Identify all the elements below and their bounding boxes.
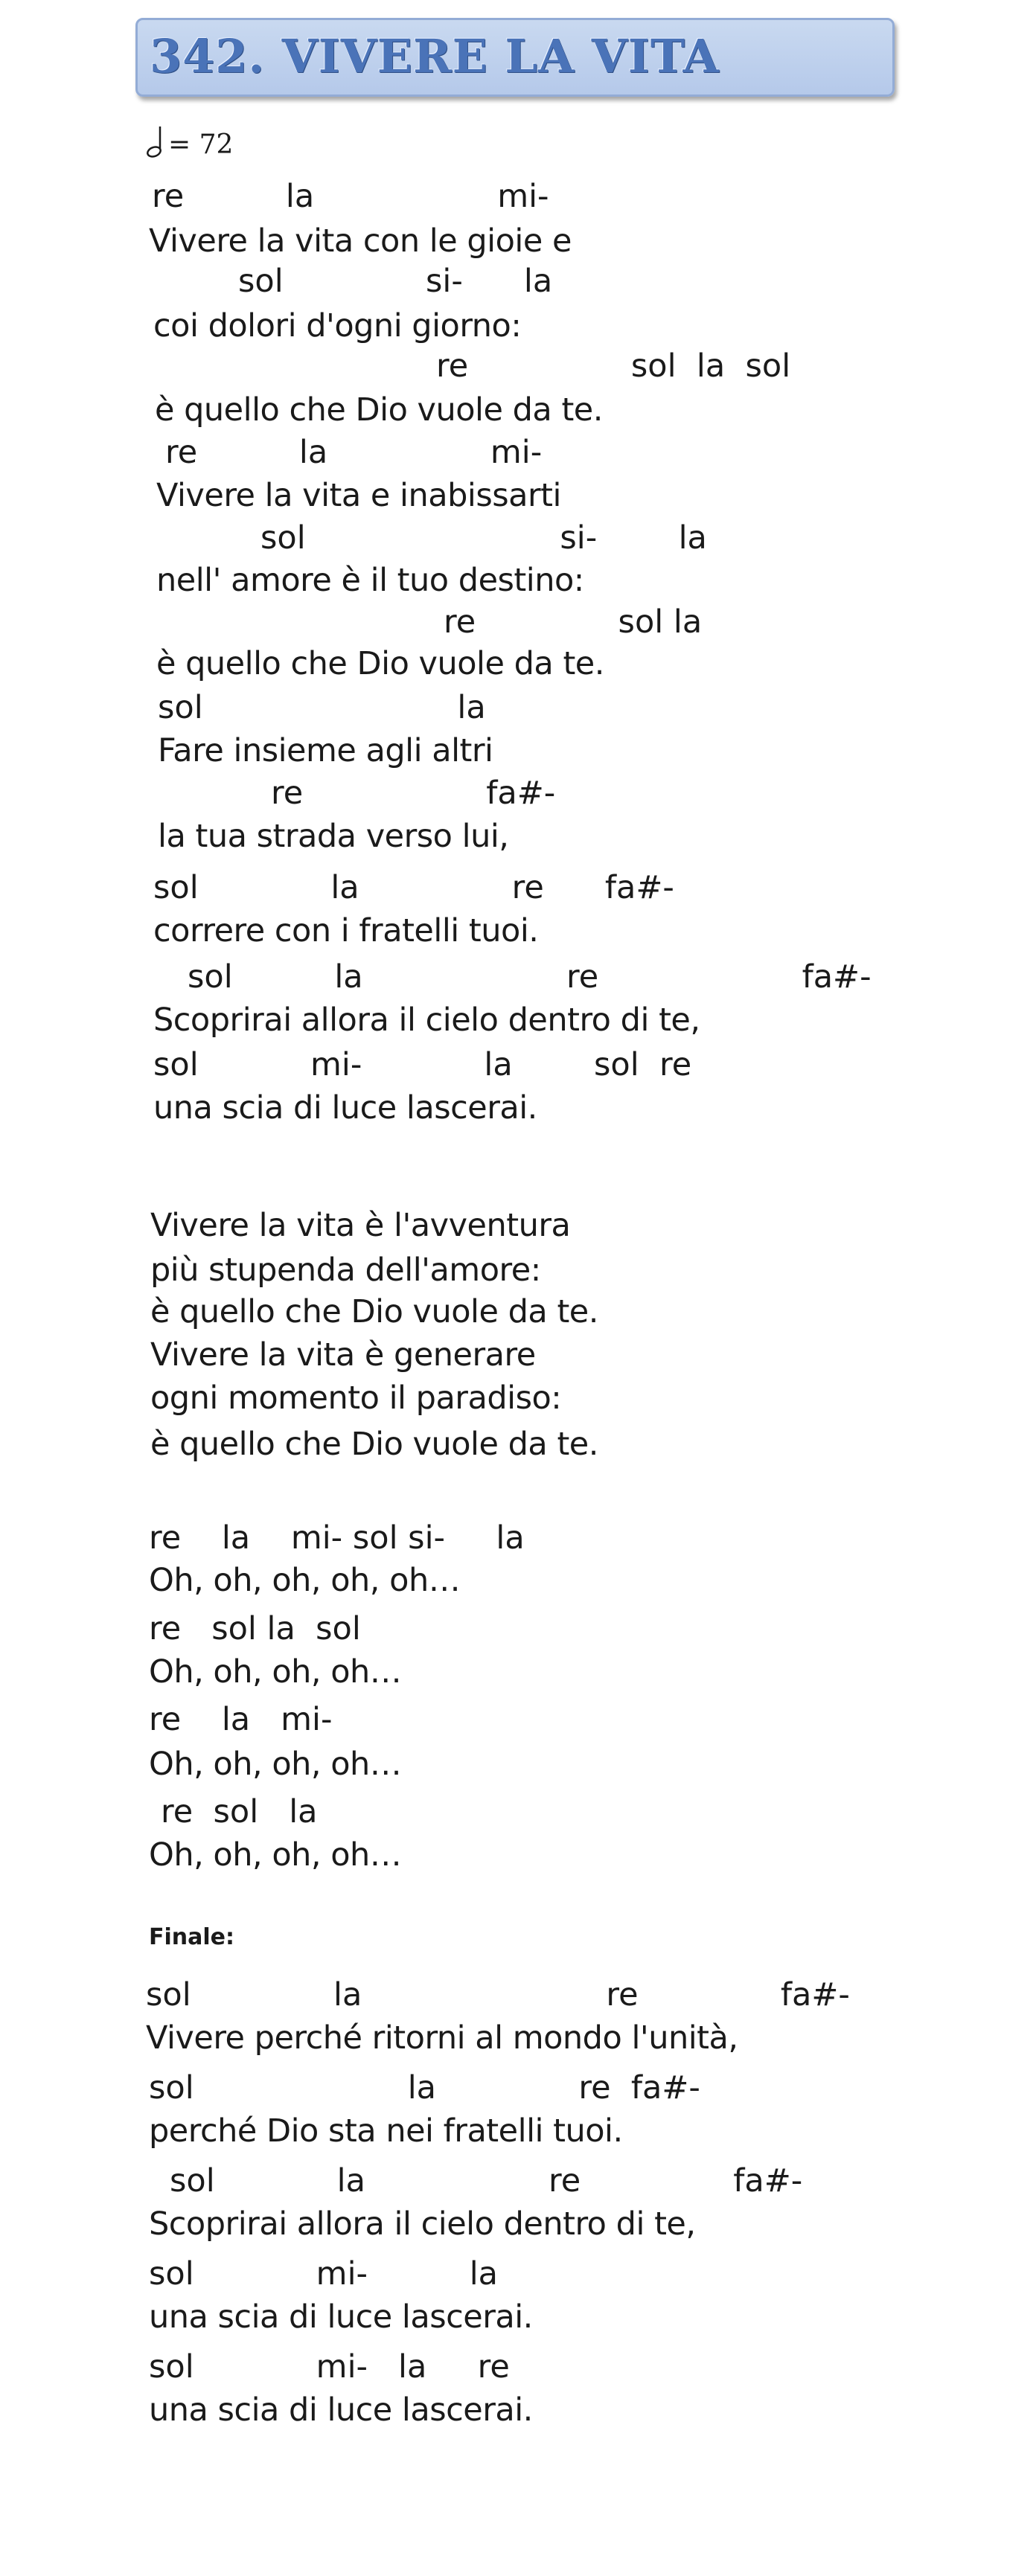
lyric-line: Oh, oh, oh, oh… — [149, 1836, 402, 1874]
chord-line: re la mi- — [149, 1701, 333, 1738]
lyric-line: è quello che Dio vuole da te. — [155, 391, 603, 429]
chord-line: sol la re fa#- — [188, 958, 872, 996]
lyric-line: Fare insieme agli altri — [158, 732, 493, 769]
chord-line: sol la re fa#- — [149, 2069, 700, 2106]
chord-line: re la mi- — [165, 434, 543, 471]
lyric-line: più stupenda dell'amore: — [150, 1252, 541, 1289]
lyric-line: Oh, oh, oh, oh… — [149, 1746, 402, 1783]
lyric-line: la tua strada verso lui, — [158, 818, 509, 855]
chord-line: sol la re fa#- — [146, 1976, 850, 2013]
chord-line: sol mi- la — [149, 2255, 499, 2293]
lyric-line: è quello che Dio vuole da te. — [156, 645, 604, 682]
chord-line: sol la re fa#- — [153, 869, 674, 906]
lyric-line: Vivere la vita è generare — [150, 1336, 536, 1374]
lyric-line: Vivere perché ritorni al mondo l'unità, — [146, 2019, 738, 2057]
lyric-line: una scia di luce lascerai. — [153, 1089, 537, 1127]
chord-line: re fa#- — [271, 775, 556, 812]
lyric-line: nell' amore è il tuo destino: — [156, 562, 584, 599]
lyric-line: ogni momento il paradiso: — [150, 1380, 562, 1417]
chord-line: re la mi- sol si- la — [149, 1519, 525, 1557]
lyric-line: è quello che Dio vuole da te. — [150, 1426, 598, 1463]
lyric-line: Scoprirai allora il cielo dentro di te, — [153, 1002, 700, 1039]
chord-line: re sol la — [161, 1793, 318, 1830]
lyric-line: una scia di luce lascerai. — [149, 2391, 533, 2429]
tempo-marking — [146, 125, 233, 160]
chord-line: sol mi- la sol re — [153, 1046, 692, 1083]
lyric-line: Scoprirai allora il cielo dentro di te, — [149, 2205, 696, 2243]
lyric-line: una scia di luce lascerai. — [149, 2298, 533, 2336]
lyric-line: correre con i fratelli tuoi. — [153, 912, 539, 949]
finale-label: Finale: — [149, 1924, 235, 1950]
title-banner — [135, 18, 895, 97]
chord-line: re sol la sol — [436, 347, 791, 385]
chord-line: sol si- la — [260, 519, 707, 557]
chord-line: sol mi- la re — [149, 2348, 510, 2386]
lyric-line: Oh, oh, oh, oh, oh… — [149, 1562, 461, 1599]
lyric-line: coi dolori d'ogni giorno: — [153, 307, 522, 345]
lyric-line: è quello che Dio vuole da te. — [150, 1293, 598, 1330]
lyric-line: Vivere la vita è l'avventura — [150, 1207, 571, 1244]
chord-line: sol si- la — [238, 263, 553, 300]
chord-line: sol la re fa#- — [170, 2162, 803, 2199]
chord-line: re la mi- — [152, 178, 549, 215]
chord-line: sol la — [158, 689, 486, 726]
chord-line: re sol la sol — [149, 1610, 361, 1647]
lyric-line: Oh, oh, oh, oh… — [149, 1653, 402, 1691]
half-note-icon — [146, 125, 168, 158]
lyric-line: Vivere la vita e inabissarti — [156, 477, 561, 514]
lyric-line: perché Dio sta nei fratelli tuoi. — [149, 2112, 623, 2150]
chord-line: re sol la — [444, 603, 703, 641]
lyric-line: Vivere la vita con le gioie e — [149, 222, 572, 260]
tempo-value: = 72 — [168, 129, 234, 160]
song-title: 342. VIVERE LA VITA — [150, 29, 720, 83]
